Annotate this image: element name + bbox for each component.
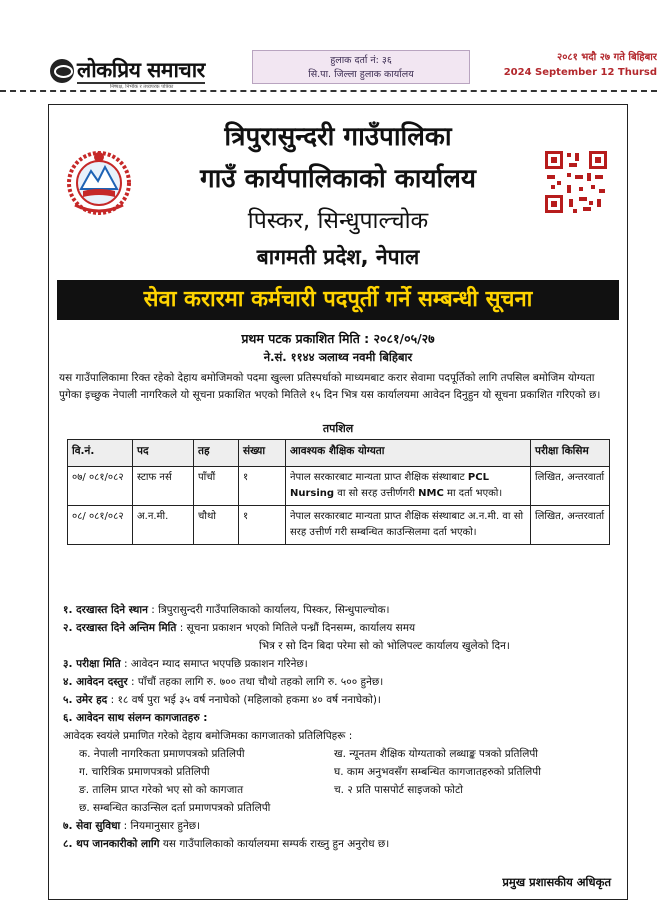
schedule-heading: तपशिल [322, 422, 354, 435]
term-documents-intro: आवेदक स्वयंले प्रमाणित गरेको देहाय बमोजिमका कागजातको प्रतिलिपिहरू : [63, 730, 353, 742]
cell-exam: लिखित, अन्तरवार्ता [531, 467, 610, 506]
cell-sn: ०८/ ०८१/०८२ [68, 506, 133, 545]
cell-level: पाँचौं [194, 467, 239, 506]
term-label: २. दरखास्त दिने अन्तिम मिति [63, 622, 177, 634]
notice-terms [63, 601, 619, 853]
term-exam-date [63, 655, 619, 673]
globe-icon [50, 59, 74, 83]
masthead-name: लोकप्रिय समाचार [77, 58, 205, 82]
header-divider [0, 90, 657, 92]
term-text: : आवेदन म्याद समाप्त भएपछि प्रकाशन गरिनेछ। [120, 658, 308, 670]
nepal-sambat-date: ने.सं. ११४४ ञलाथ्व नवमी बिहिबार [263, 350, 413, 364]
col-header-post: पद [133, 440, 194, 467]
term-benefits [63, 817, 619, 835]
qual-bold: NMC [418, 488, 444, 499]
table-row [68, 467, 610, 506]
term-application-place [63, 601, 619, 619]
term-more-info [63, 835, 619, 853]
col-header-sn: वि.नं. [68, 440, 133, 467]
col-header-level: तह [194, 440, 239, 467]
term-documents-heading [63, 709, 619, 727]
office-name: गाउँ कार्यपालिकाको कार्यालय [200, 164, 476, 194]
document-list [79, 745, 619, 799]
term-text: : त्रिपुरासुन्दरी गाउँपालिकाको कार्यालय, पिस्कर, सिन्धुपाल्चोक। [147, 604, 390, 616]
term-label: ८. थप जानकारीको लागि [63, 838, 160, 850]
reg-line2: सि.पा. जिल्ला हुलाक कार्यालय [308, 69, 414, 80]
cell-count: १ [239, 506, 286, 545]
vacancy-table [67, 439, 610, 545]
cell-qualification: नेपाल सरकारबाट मान्यता प्राप्त शैक्षिक संस्थाबाट अ.न.मी. वा सो सरह उत्तीर्ण गरी सम्बन्धित काउन्सिलमा दर्ता भएको। [286, 506, 531, 545]
qual-text: वा सो सरह उत्तीर्णगरी [334, 488, 419, 499]
qual-text: नेपाल सरकारबाट मान्यता प्राप्त शैक्षिक संस्थाबाट [290, 472, 465, 483]
cell-post: स्टाफ नर्स [133, 467, 194, 506]
table-row [68, 506, 610, 545]
term-text: : १८ वर्ष पुरा भई ३५ वर्ष ननाघेको (महिलाको हकमा ४० वर्ष ननाघेको)। [107, 694, 381, 706]
list-item: ङ. तालिम प्राप्त गरेको भए सो को कागजात [79, 784, 244, 796]
cell-level: चौथो [194, 506, 239, 545]
province: बागमती प्रदेश, नेपाल [256, 245, 420, 269]
notice-intro: यस गाउँपालिकामा रिक्त रहेको देहाय बमोजिमको पदमा खुल्ला प्रतिस्पर्धाको माध्यमबाट करार सेवामा पदपूर्तिको लागि तपसिल बमोजिम योग्यता पुगेका इच्छुक नेपाली नागरिकले यो सूचना प्रकाशित भएको मितिले १५ दिन भित्र यस कार्यालयमा आवेदन दिनुहुन यो सूचना प्रकाशित गरिएको छ। [59, 372, 601, 401]
term-deadline [63, 619, 619, 637]
term-text: : सूचना प्रकाशन भएको मितिले पन्ध्रौं दिनसम्म, कार्यालय समय [176, 622, 416, 634]
qual-bold: PCL Nursing [290, 472, 489, 499]
term-label: ६. आवेदन साथ संलग्न कागजातहरु : [63, 712, 208, 724]
term-label: ७. सेवा सुविधा [63, 820, 121, 832]
term-label: ५. उमेर हद [63, 694, 108, 706]
date-english: 2024 September 12 Thursd [503, 67, 657, 78]
table-header-row [68, 440, 610, 467]
term-label: ३. परीक्षा मिति [63, 658, 121, 670]
col-header-count: संख्या [239, 440, 286, 467]
office-location: पिस्कर, सिन्धुपाल्चोक [247, 208, 429, 234]
term-age-limit [63, 691, 619, 709]
term-text: यस गाउँपालिकाको कार्यालयमा सम्पर्क राख्नु हुन अनुरोध छ। [159, 838, 390, 850]
list-item: च. २ प्रति पासपोर्ट साइजको फोटो [334, 784, 463, 796]
org-name: त्रिपुरासुन्दरी गाउँपालिका [224, 122, 452, 152]
term-text: : नियमानुसार हुनेछ। [120, 820, 201, 832]
cell-exam: लिखित, अन्तरवार्ता [531, 506, 610, 545]
term-label: १. दरखास्त दिने स्थान [63, 604, 148, 616]
term-fee [63, 673, 619, 691]
newspaper-header [0, 0, 657, 92]
date-nepali: २०८१ भदौ २७ गते बिहिबार [557, 52, 657, 63]
notice-title-banner: सेवा करारमा कर्मचारी पदपूर्ती गर्ने सम्बन्धी सूचना [57, 280, 619, 320]
list-item: छ. सम्बन्धित काउन्सिल दर्ता प्रमाणपत्रको प्रतिलिपी [79, 802, 271, 814]
reg-line1: हुलाक दर्ता नं: ३६ [330, 55, 392, 66]
term-label: ४. आवेदन दस्तुर [63, 676, 128, 688]
published-date: प्रथम पटक प्रकाशित मिति : २०८१/०५/२७ [241, 331, 435, 346]
list-item: क. नेपाली नागरिकता प्रमाणपत्रको प्रतिलिपी [79, 748, 245, 760]
public-notice [48, 104, 628, 900]
qual-text: मा दर्ता भएको। [443, 488, 503, 499]
list-item: ग. चारित्रिक प्रमाणपत्रको प्रतिलिपी [79, 766, 210, 778]
cell-post: अ.न.मी. [133, 506, 194, 545]
col-header-exam: परीक्षा किसिम [531, 440, 610, 467]
list-item: ख. न्यूनतम शैक्षिक योग्यताको लब्धाङ्क पत्रको प्रतिलिपी [334, 748, 539, 760]
term-text: : पाँचौं तहका लागि रु. ७०० तथा चौथो तहको लागि रु. ५०० हुनेछ। [127, 676, 384, 688]
signatory-title: प्रमुख प्रशासकीय अधिकृत [502, 875, 611, 889]
masthead-tagline: निष्पक्ष, निर्भीक र तथ्यपरक पत्रिका [110, 84, 174, 90]
postal-registration [252, 50, 470, 84]
col-header-qualification: आवश्यक शैक्षिक योग्यता [286, 440, 531, 467]
list-item: घ. काम अनुभवसँग सम्बन्धित कागजातहरुको प्रतिलिपी [334, 766, 541, 778]
cell-count: १ [239, 467, 286, 506]
masthead-logo [50, 56, 250, 90]
cell-sn: ०७/ ०८१/०८२ [68, 467, 133, 506]
term-deadline-cont: भित्र र सो दिन बिदा परेमा सो को भोलिपल्ट कार्यालय खुलेको दिन। [259, 640, 510, 652]
issue-date [480, 50, 657, 80]
cell-qualification [286, 467, 531, 506]
